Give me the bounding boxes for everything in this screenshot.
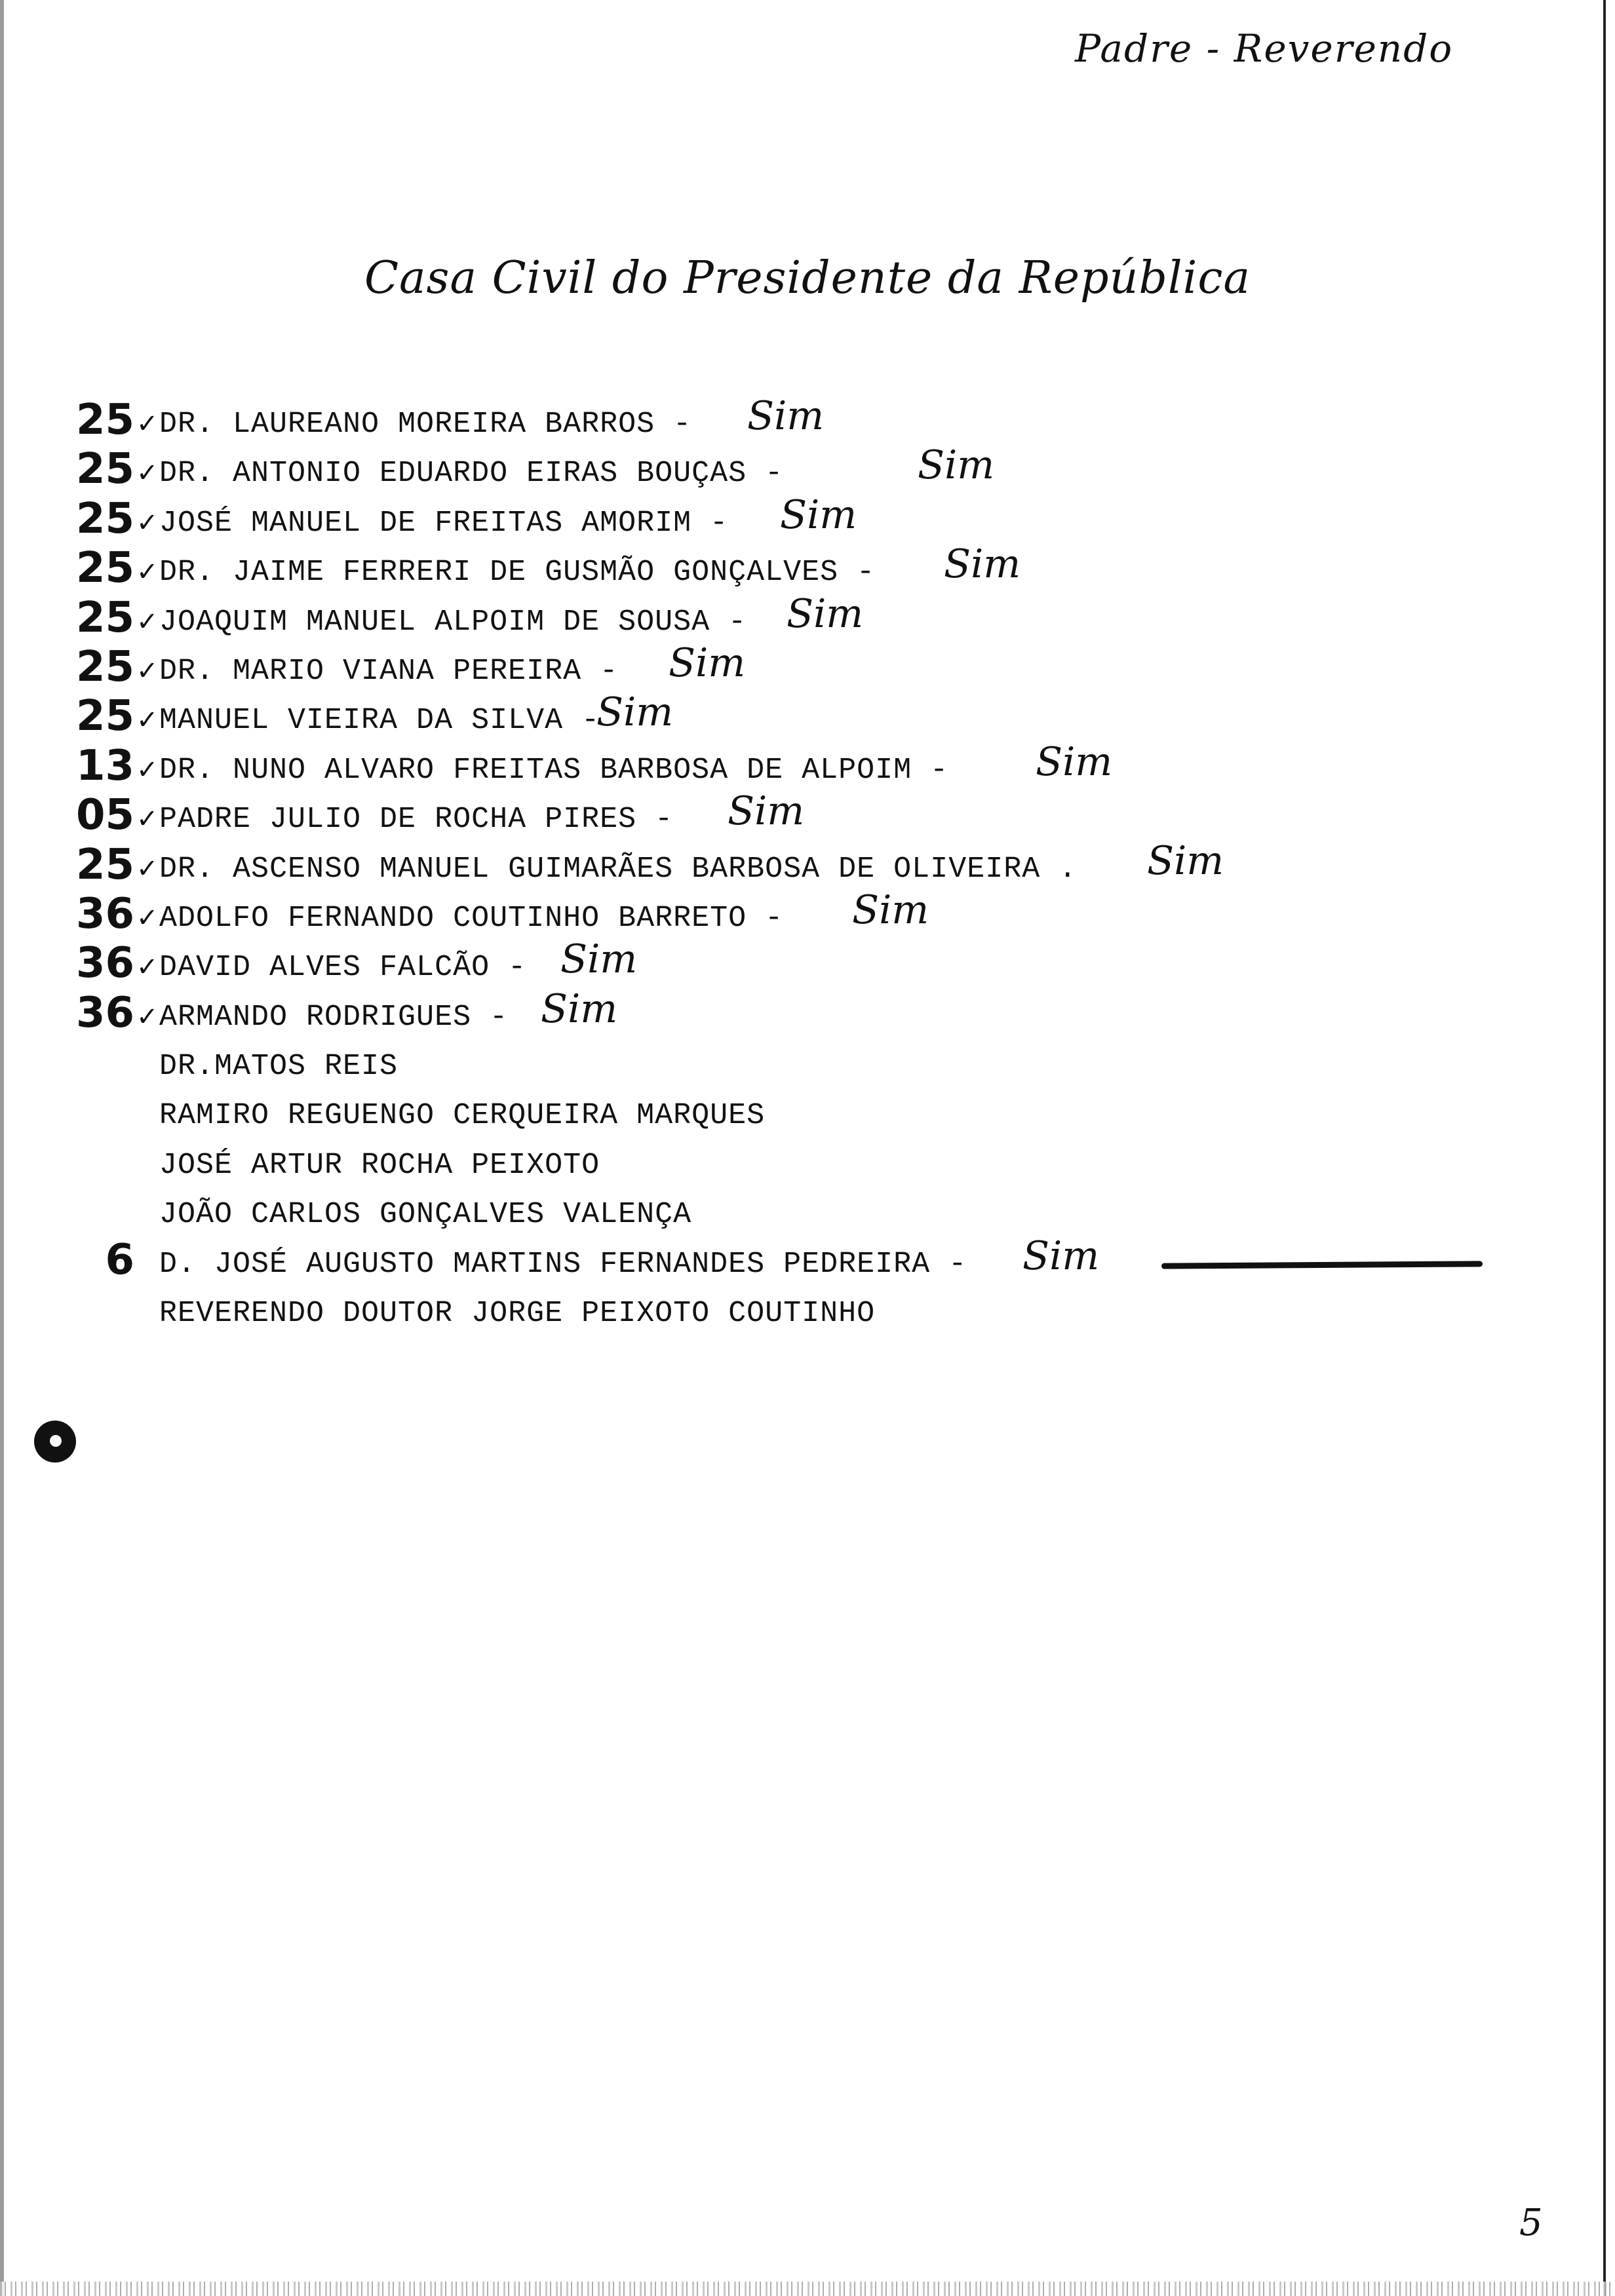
handwritten-annotation: Sim: [780, 491, 857, 538]
list-entry: [0, 788, 1615, 844]
check-mark: ✓: [136, 1001, 159, 1032]
handwritten-annotation: Sim: [918, 442, 995, 489]
entry-name: ARMANDO RODRIGUES -: [159, 1000, 509, 1034]
list-entry: [0, 985, 1615, 1042]
list-entry: [0, 1289, 1615, 1338]
handwritten-number: 6: [105, 1235, 134, 1284]
list-entry: [0, 689, 1615, 745]
handwritten-number: 13: [75, 741, 134, 790]
list-entry: [0, 1091, 1615, 1140]
list-entry: [0, 590, 1615, 647]
entry-name: JOSÉ MANUEL DE FREITAS AMORIM -: [159, 506, 729, 540]
check-mark: ✓: [136, 705, 159, 736]
check-mark: ✓: [136, 507, 159, 538]
check-mark: ✓: [136, 655, 159, 686]
handwritten-annotation: Sim: [560, 936, 638, 983]
handwritten-annotation: Sim: [728, 788, 805, 835]
handwritten-annotation: Sim: [944, 541, 1021, 588]
entry-name: DR. ASCENSO MANUEL GUIMARÃES BARBOSA DE OLIVEIRA .: [159, 852, 1078, 886]
page-number: 5: [1519, 2202, 1543, 2244]
entry-name: REVERENDO DOUTOR JORGE PEIXOTO COUTINHO: [159, 1297, 876, 1331]
entry-name: D. JOSÉ AUGUSTO MARTINS FERNANDES PEDREIRA -: [159, 1247, 967, 1281]
handwritten-number: 25: [75, 642, 134, 691]
list-entry: [0, 491, 1615, 548]
entry-name: DR. JAIME FERRERI DE GUSMÃO GONÇALVES -: [159, 556, 876, 590]
entry-name: DR. ANTONIO EDUARDO EIRAS BOUÇAS -: [159, 457, 784, 491]
check-mark: ✓: [136, 952, 159, 983]
list-entry: [0, 1042, 1615, 1091]
punch-hole: [34, 1421, 76, 1463]
handwritten-number: 25: [75, 840, 134, 889]
handwritten-annotation: Sim: [1036, 738, 1113, 785]
entry-name: DR. LAUREANO MOREIRA BARROS -: [159, 408, 692, 441]
handwritten-number: 25: [75, 396, 134, 444]
check-mark: ✓: [136, 409, 159, 439]
entry-name: JOSÉ ARTUR ROCHA PEIXOTO: [159, 1148, 600, 1182]
handwritten-annotation: Sim: [669, 640, 746, 686]
check-mark: ✓: [136, 853, 159, 884]
check-mark: ✓: [136, 557, 159, 588]
handwritten-number: 05: [75, 791, 134, 840]
list-entry: [0, 640, 1615, 696]
list-entry: [0, 936, 1615, 992]
handwritten-annotation: Sim: [1147, 837, 1224, 884]
list-entry: [0, 1190, 1615, 1239]
entry-name: DR. MARIO VIANA PEREIRA -: [159, 654, 619, 688]
handwritten-annotation: Sim: [852, 887, 929, 933]
handwritten-corner-note: Padre - Reverendo: [1075, 26, 1454, 71]
handwritten-number: 36: [75, 988, 134, 1037]
check-mark: ✓: [136, 606, 159, 637]
entry-name: JOÃO CARLOS GONÇALVES VALENÇA: [159, 1198, 692, 1232]
handwritten-annotation: Sim: [1022, 1233, 1100, 1279]
handwritten-annotation: Sim: [541, 985, 618, 1032]
entry-name: DR.MATOS REIS: [159, 1050, 399, 1084]
entry-name: DAVID ALVES FALCÃO -: [159, 951, 527, 985]
list-entry: [0, 837, 1615, 894]
scan-noise-strip: [0, 2282, 1615, 2296]
handwritten-annotation: Sim: [747, 393, 825, 439]
handwritten-annotation: Sim: [787, 590, 864, 637]
letterhead-title: Casa Civil do Presidente da República: [364, 252, 1251, 304]
check-mark: ✓: [136, 804, 159, 835]
list-entry: [0, 738, 1615, 795]
names-list: [0, 393, 1615, 1338]
entry-name: PADRE JULIO DE ROCHA PIRES -: [159, 803, 674, 837]
entry-name: JOAQUIM MANUEL ALPOIM DE SOUSA -: [159, 605, 747, 639]
handwritten-number: 25: [75, 544, 134, 593]
list-entry: [0, 393, 1615, 449]
handwritten-number: 36: [75, 889, 134, 938]
handwritten-number: 25: [75, 692, 134, 741]
check-mark: ✓: [136, 754, 159, 785]
entry-name: DR. NUNO ALVARO FREITAS BARBOSA DE ALPOIM -: [159, 753, 949, 787]
entry-name: ADOLFO FERNANDO COUTINHO BARRETO -: [159, 901, 784, 935]
entry-name: RAMIRO REGUENGO CERQUEIRA MARQUES: [159, 1099, 766, 1133]
handwritten-number: 25: [75, 494, 134, 543]
handwritten-number: 25: [75, 445, 134, 494]
handwritten-number: 36: [75, 939, 134, 988]
list-entry: [0, 1141, 1615, 1190]
check-mark: ✓: [136, 902, 159, 933]
handwritten-annotation: Sim: [596, 689, 674, 736]
check-mark: ✓: [136, 458, 159, 489]
list-entry: [0, 887, 1615, 943]
handwritten-number: 25: [75, 593, 134, 642]
entry-name: MANUEL VIEIRA DA SILVA -: [159, 704, 600, 738]
